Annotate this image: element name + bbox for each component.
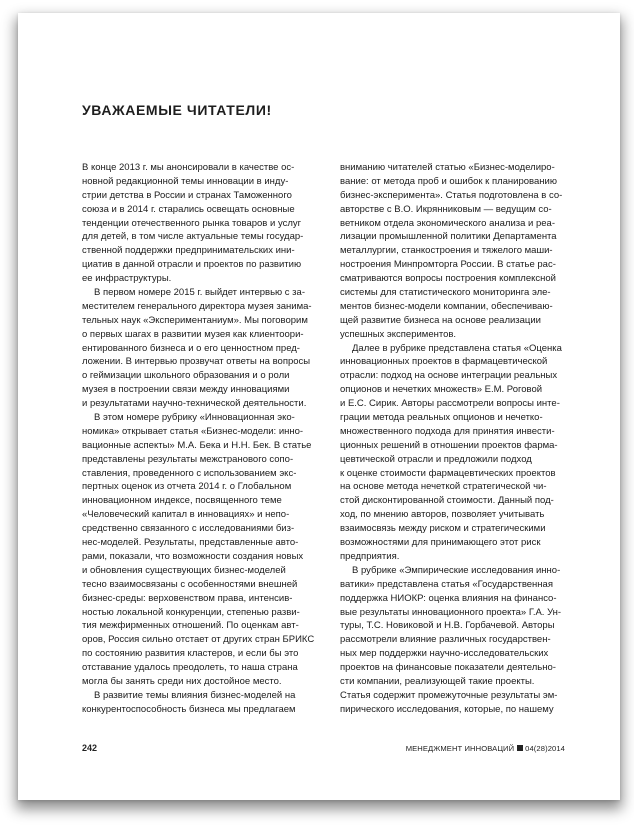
text-line: сти компании, реализующей такие проекты.	[340, 675, 535, 687]
text-line: системы для статистического мониторинга эле-	[340, 287, 551, 299]
text-line: инновационных проектов в фармацевтической	[340, 356, 548, 368]
text-line: ственной поддержки предпринимательских ини-	[82, 245, 295, 257]
text-line: вание: от метода проб и ошибок к планированию	[340, 175, 557, 187]
text-line: лизации промышленной политики Департамента	[340, 231, 557, 243]
text-line: союза и в 2014 г. старались освещать основные	[82, 203, 295, 215]
text-line: стой дисконтированной стоимости. Данный под-	[340, 495, 554, 507]
text-line: ностью локальной конкуренции, степенью разви-	[82, 606, 300, 618]
text-line: бизнес-среды: верховенством права, интенсив-	[82, 592, 293, 604]
text-line: металлургии, станкостроения и тяжелого маши-	[340, 245, 553, 257]
text-line: множественного подхода для принятия инвести-	[340, 425, 555, 437]
text-line: пирического исследования, которые, по нашему	[340, 703, 554, 715]
paragraph	[340, 161, 585, 342]
text-line: взаимосвязь между риском и стратегическими	[340, 523, 546, 535]
text-line: вационные аспекты» М.А. Бека и Н.Н. Бек. В статье	[82, 439, 312, 451]
text-line: могла бы занять среди них достойное место.	[82, 675, 282, 687]
text-line: рами, показали, что возможности создания новых	[82, 550, 304, 562]
text-line: рассмотрели влияние различных государствен-	[340, 634, 551, 646]
text-line: туры, Т.С. Новиковой и Н.В. Горбачевой. Авторы	[340, 620, 555, 632]
text-line: местителем генерального директора музея занима-	[82, 300, 312, 312]
text-line: для детей, в том числе актуальные темы государ-	[82, 231, 304, 243]
text-line: ентированного бизнеса и о его ценностном пред-	[82, 342, 300, 354]
page-number: 242	[82, 743, 98, 753]
text-line: сматриваются вопросы построения комплексной	[340, 273, 556, 285]
paragraph	[82, 411, 327, 689]
text-line: новной редакционной темы инновации в инду-	[82, 175, 289, 187]
text-line: В этом номере рубрику «Инновационная эко-	[94, 412, 295, 424]
text-line: ложении. В интервью прозвучат ответы на вопросы	[82, 356, 311, 368]
text-line: на основе метода нечеткой стратегической чи-	[340, 481, 547, 493]
text-line: ее инфраструктуры.	[82, 273, 172, 285]
text-line: и результатами научно-технической деятельности.	[82, 398, 307, 410]
text-line: ставления, проведенного с использованием экс-	[82, 467, 297, 479]
text-line: В первом номере 2015 г. выйдет интервью с за-	[94, 287, 305, 299]
running-footer	[406, 743, 565, 754]
text-line: о геймизации школьного образования и о роли	[82, 370, 290, 382]
text-line: ход, по мнению авторов, позволяет учитывать	[340, 509, 545, 521]
text-line: вые результаты инновационного проекта» Г.А. Ун-	[340, 606, 562, 618]
text-line: стрии детства в России и странах Таможенного	[82, 189, 292, 201]
text-line: тесно взаимосвязаны с особенностями внешней	[82, 578, 298, 590]
text-line: Далее в рубрике представлена статья «Оценка	[352, 342, 562, 354]
journal-name: МЕНЕДЖМЕНТ ИННОВАЦИЙ	[405, 744, 515, 753]
text-line: музея в построении связи между инновациями	[82, 384, 290, 396]
text-line: грации метода реальных опционов и нечетко-	[340, 412, 543, 424]
text-line: успешных экспериментов.	[340, 328, 457, 340]
text-line: цевтической отрасли и предложили подход	[340, 453, 532, 465]
paragraph	[82, 161, 327, 286]
text-line: проектов на финансовые показатели деятельно-	[340, 662, 556, 674]
text-line: по состоянию развития кластеров, и если бы это	[82, 648, 299, 660]
text-line: ментов бизнес-модели компании, обеспечиваю-	[340, 300, 553, 312]
text-line: отрасли: подход на основе интеграции реальных	[340, 370, 558, 382]
text-line: ных мер поддержки научно-исследовательских	[340, 648, 549, 660]
text-line: и обновления существующих бизнес-моделей	[82, 564, 286, 576]
paragraph	[340, 564, 585, 717]
text-line: В рубрике «Эмпирические исследования инно-	[352, 564, 561, 576]
paragraph	[82, 689, 327, 717]
left-text-column	[82, 161, 327, 717]
text-line: номика» открывает статья «Бизнес-модели: инно-	[82, 425, 304, 437]
text-line: отставание удалось преодолеть, то наша страна	[82, 662, 298, 674]
text-line: нес-моделей. Результаты, представленные авто-	[82, 537, 299, 549]
text-line: щей развитие бизнеса на основе реализации	[340, 314, 541, 326]
text-line: тия межфирменных отношений. По оценкам авт-	[82, 620, 299, 632]
issue-number: 04(28)2014	[525, 744, 565, 753]
text-line: предприятия.	[340, 550, 400, 562]
text-line: поддержка НИОКР: оценка влияния на финансо-	[340, 592, 557, 604]
page-title: УВАЖАЕМЫЕ ЧИТАТЕЛИ!	[82, 102, 272, 118]
text-line: ностроения Минпромторга России. В статье рас-	[340, 259, 556, 271]
text-line: ветником отдела экономического анализа и реа-	[340, 217, 555, 229]
paragraph	[82, 286, 327, 411]
text-line: бизнес-эксперимента». Статья подготовлена в со-	[340, 189, 563, 201]
text-line: циатив в данной отрасли и проектов по развитию	[82, 259, 302, 271]
text-line: вниманию читателей статью «Бизнес-моделиро-	[340, 162, 555, 173]
text-line: В конце 2013 г. мы анонсировали в качестве ос-	[82, 162, 295, 173]
text-line: В развитие темы влияния бизнес-моделей на	[94, 689, 296, 701]
text-line: Статья содержит промежуточные результаты эм-	[340, 689, 558, 701]
text-line: ционных решений в отношении проектов фарма-	[340, 439, 558, 451]
text-line: оров, Россия сильно отстает от других стран БРИКС	[82, 634, 315, 646]
text-line: средственно связанного с исследованиями биз-	[82, 523, 295, 535]
text-line: тельных наук «Экспериментаниум». Мы поговорим	[82, 314, 308, 326]
text-line: о первых шагах в развитии музея как клиентоори-	[82, 328, 304, 340]
text-line: «Человеческий капитал в инновациях» и непо-	[82, 509, 290, 521]
text-line: и Е.С. Сирик. Авторы рассмотрели вопросы инте-	[340, 398, 560, 410]
text-line: тенденции отечественного рынка товаров и услуг	[82, 217, 302, 229]
square-separator-icon	[517, 745, 523, 751]
text-line: пертных оценок из отчета 2014 г. о Глобальном	[82, 481, 292, 493]
text-line: конкурентоспособность бизнеса мы предлагаем	[82, 703, 296, 715]
text-line: инновационном индексе, посвященного теме	[82, 495, 282, 507]
text-line: возможностями для принимающего этот риск	[340, 537, 541, 549]
text-line: к оценке стоимости фармацевтических проектов	[340, 467, 556, 479]
text-line: ватики» представлена статья «Государственная	[340, 578, 553, 590]
paragraph	[340, 342, 585, 564]
text-line: авторстве с В.О. Икрянниковым — ведущим со-	[340, 203, 552, 215]
text-line: представлены результаты межстранового сопо-	[82, 453, 294, 465]
right-text-column	[340, 161, 585, 717]
text-line: опционов и нечетких множеств» Е.М. Роговой	[340, 384, 543, 396]
